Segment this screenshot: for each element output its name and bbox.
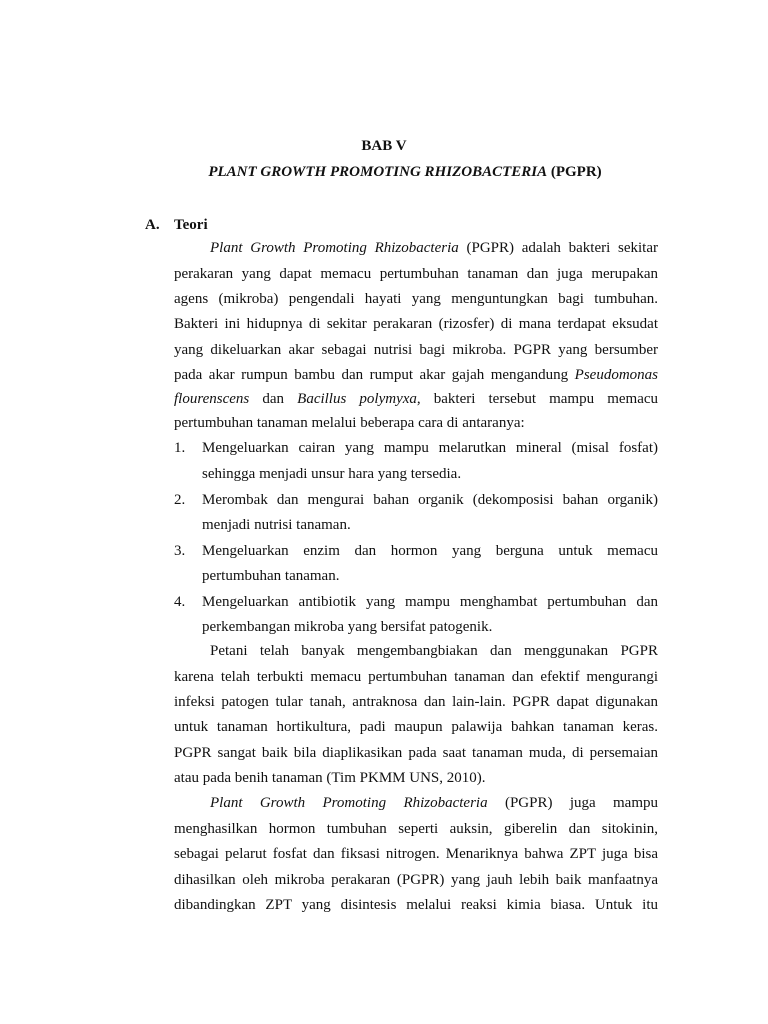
- list-item-3-line-2: pertumbuhan tanaman.: [202, 568, 340, 584]
- paragraph-2-line-5: PGPR sangat baik bila diaplikasikan pada saat tanaman muda, di persemaian: [174, 745, 658, 761]
- list-item-3-number: 3.: [174, 543, 186, 559]
- list-item-2-line-2: menjadi nutrisi tanaman.: [202, 517, 351, 533]
- paragraph-1-line-2: perakaran yang dapat memacu pertumbuhan tanaman dan juga merupakan: [174, 266, 658, 282]
- list-item-2-number: 2.: [174, 492, 186, 508]
- paragraph-1-line-7: flourenscens dan Bacillus polymyxa, bakteri tersebut mampu memacu: [174, 391, 659, 407]
- section-title: Teori: [174, 217, 208, 233]
- paragraph-2-line-6: atau pada benih tanaman (Tim PKMM UNS, 2010).: [174, 770, 486, 786]
- paragraph-1-line-5: yang dikeluarkan akar sebagai nutrisi bagi mikroba. PGPR yang bersumber: [174, 342, 658, 358]
- paragraph-2-line-1: Petani telah banyak mengembangbiakan dan menggunakan PGPR: [210, 643, 658, 659]
- chapter-heading: BAB V: [361, 138, 407, 154]
- paragraph-1-line-8: pertumbuhan tanaman melalui beberapa cara di antaranya:: [174, 415, 525, 431]
- list-item-1-number: 1.: [174, 440, 186, 456]
- paragraph-3-line-5: dibandingkan ZPT yang disintesis melalui reaksi kimia biasa. Untuk itu: [174, 897, 658, 913]
- paragraph-3-line-3: sebagai pelarut fosfat dan fiksasi nitrogen. Menariknya bahwa ZPT juga bisa: [174, 846, 658, 862]
- paragraph-2-line-3: infeksi patogen tular tanah, antraknosa dan lain-lain. PGPR dapat digunakan: [174, 694, 658, 710]
- list-item-4-line-2: perkembangan mikroba yang bersifat patogenik.: [202, 619, 493, 635]
- paragraph-3-line-4: dihasilkan oleh mikroba perakaran (PGPR) yang jauh lebih baik manfaatnya: [174, 872, 658, 888]
- paragraph-2-line-2: karena telah terbukti memacu pertumbuhan tanaman dan efektif mengurangi: [174, 669, 658, 685]
- paragraph-1-line-3: agens (mikroba) pengendali hayati yang menguntungkan bagi tumbuhan.: [174, 291, 658, 307]
- paragraph-1-line-4: Bakteri ini hidupnya di sekitar perakaran (rizosfer) di mana terdapat eksudat: [174, 316, 658, 332]
- section-label: A.: [145, 217, 160, 233]
- list-item-4-number: 4.: [174, 594, 186, 610]
- chapter-title: PLANT GROWTH PROMOTING RHIZOBACTERIA (PGPR): [208, 164, 602, 180]
- paragraph-2-line-4: untuk tanaman hortikultura, padi maupun palawija bahkan tanaman keras.: [174, 719, 658, 735]
- paragraph-1-line-6: pada akar rumpun bambu dan rumput akar gajah mengandung Pseudomonas: [174, 367, 658, 383]
- list-item-4-line-1: Mengeluarkan antibiotik yang mampu menghambat pertumbuhan dan: [202, 594, 658, 610]
- list-item-1-line-2: sehingga menjadi unsur hara yang tersedia.: [202, 466, 462, 482]
- list-item-3-line-1: Mengeluarkan enzim dan hormon yang berguna untuk memacu: [202, 543, 658, 559]
- paragraph-3-line-1: Plant Growth Promoting Rhizobacteria (PGPR) juga mampu: [210, 795, 658, 811]
- list-item-1-line-1: Mengeluarkan cairan yang mampu melarutkan mineral (misal fosfat): [202, 440, 658, 456]
- list-item-2-line-1: Merombak dan mengurai bahan organik (dekomposisi bahan organik): [202, 492, 658, 508]
- paragraph-1-line-1: Plant Growth Promoting Rhizobacteria (PGPR) adalah bakteri sekitar: [210, 240, 659, 256]
- paragraph-3-line-2: menghasilkan hormon tumbuhan seperti auksin, giberelin dan sitokinin,: [174, 821, 658, 837]
